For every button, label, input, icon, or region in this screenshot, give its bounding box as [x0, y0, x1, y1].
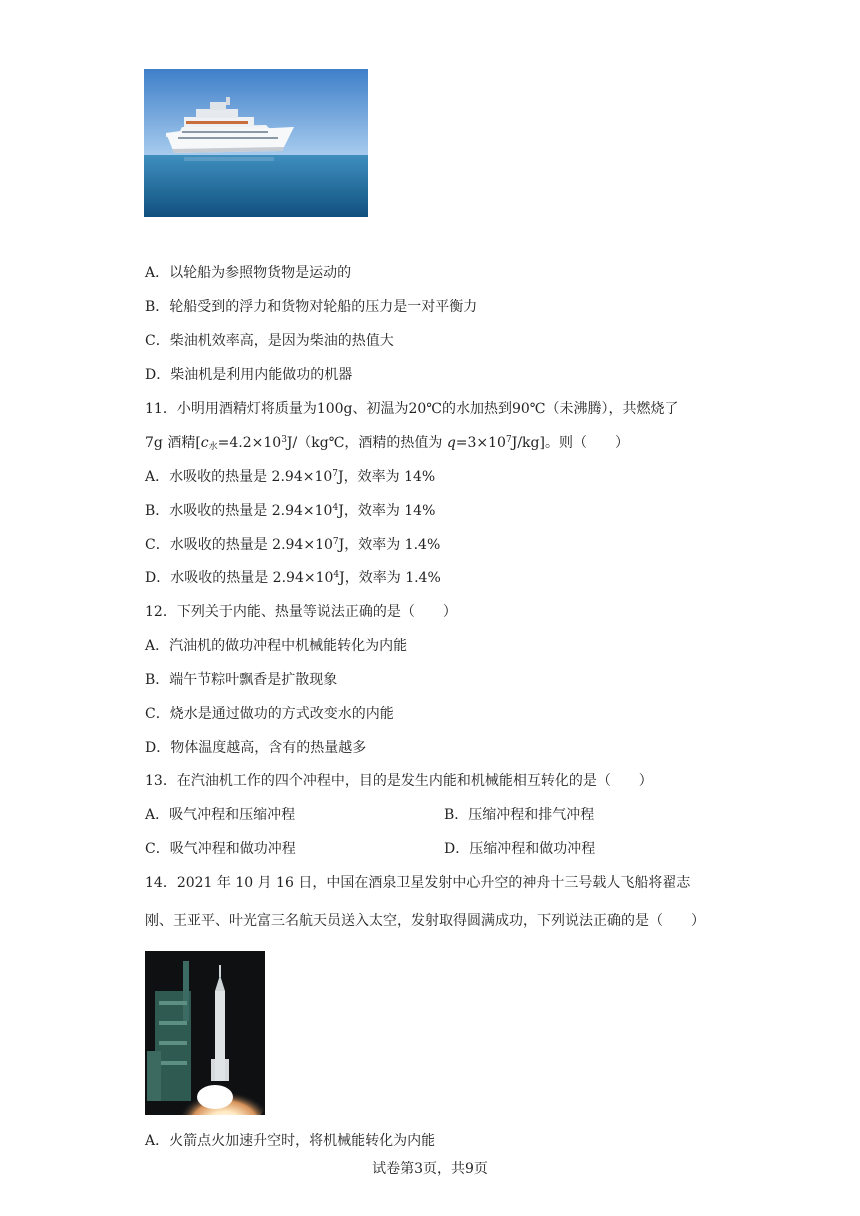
q11-a-post: J，效率为 14%: [338, 469, 436, 485]
q11-option-c: [145, 535, 440, 555]
q11-option-b: [145, 501, 435, 521]
q11-l2-f: J/kg]。则（ ）: [511, 435, 629, 451]
rocket-launch-image: [145, 951, 265, 1115]
q11-stem-line2: [145, 433, 629, 453]
q11-l2-exp2: 7: [505, 435, 512, 445]
q11-d-pre: D．水吸收的热量是 2.94×10: [145, 570, 334, 586]
q11-l2-d: J/（kg℃，酒精的热值为: [286, 435, 447, 451]
rocket-launch-picture: [145, 951, 265, 1115]
q12-option-d: D．物体温度越高，含有的热量越多: [145, 740, 367, 756]
q11-b-exp: 4: [332, 503, 339, 513]
q13-stem: 13．在汽油机工作的四个冲程中，目的是发生内能和机械能相互转化的是（ ）: [145, 773, 653, 789]
q11-l2-sub: 水: [208, 442, 218, 452]
q11-option-d: [145, 568, 441, 588]
q12-stem: 12．下列关于内能、热量等说法正确的是（ ）: [145, 604, 457, 620]
q11-l2-b: =4.2×10: [217, 435, 282, 451]
q11-l2-exp1: 3: [281, 435, 287, 445]
q11-a-pre: A．水吸收的热量是 2.94×10: [145, 469, 333, 485]
q11-option-a: [145, 467, 435, 487]
cruise-ship-image: [144, 69, 368, 217]
q10-option-c: C．柴油机效率高，是因为柴油的热值大: [145, 333, 394, 349]
q11-b-pre: B．水吸收的热量是 2.94×10: [145, 503, 333, 519]
cruise-ship-picture: [144, 69, 368, 217]
q11-c-pre: C．水吸收的热量是 2.94×10: [145, 537, 333, 553]
q10-option-a: A．以轮船为参照物货物是运动的: [145, 265, 352, 281]
q11-l2-q: q: [446, 435, 456, 451]
page-footer: 试卷第3页，共9页: [372, 1161, 488, 1177]
q11-a-exp: 7: [332, 469, 339, 479]
q11-stem-line1: 11．小明用酒精灯将质量为100g、初温为20℃的水加热到90℃（未沸腾），共燃烧了: [145, 401, 679, 417]
q13-option-a: A．吸气冲程和压缩冲程: [145, 807, 296, 823]
q10-option-b: B．轮船受到的浮力和货物对轮船的压力是一对平衡力: [145, 299, 478, 315]
q14-stem-line2: 刚、王亚平、叶光富三名航天员送入太空，发射取得圆满成功，下列说法正确的是（ ）: [145, 913, 705, 929]
q10-option-d: D．柴油机是利用内能做功的机器: [145, 367, 353, 383]
q11-l2-a: 7g 酒精[: [145, 435, 201, 451]
q11-l2-e: =3×10: [455, 435, 506, 451]
q12-option-b: B．端午节粽叶飘香是扩散现象: [145, 672, 338, 688]
q13-option-c: C．吸气冲程和做功冲程: [145, 841, 296, 857]
q11-d-post: J，效率为 1.4%: [339, 570, 441, 586]
q11-c-post: J，效率为 1.4%: [338, 537, 441, 553]
q11-l2-c: c: [200, 435, 209, 451]
q12-option-a: A．汽油机的做功冲程中机械能转化为内能: [145, 638, 408, 654]
q11-d-exp: 4: [333, 570, 340, 580]
q13-option-b: B．压缩冲程和排气冲程: [444, 807, 595, 823]
q14-option-a: A．火箭点火加速升空时，将机械能转化为内能: [145, 1133, 436, 1149]
q12-option-c: C．烧水是通过做功的方式改变水的内能: [145, 706, 394, 722]
q13-option-d: D．压缩冲程和做功冲程: [444, 841, 596, 857]
q11-b-post: J，效率为 14%: [338, 503, 436, 519]
q11-c-exp: 7: [332, 537, 339, 547]
q14-stem-line1: 14．2021 年 10 月 16 日，中国在酒泉卫星发射中心升空的神舟十三号载人飞船将翟志: [145, 875, 691, 891]
